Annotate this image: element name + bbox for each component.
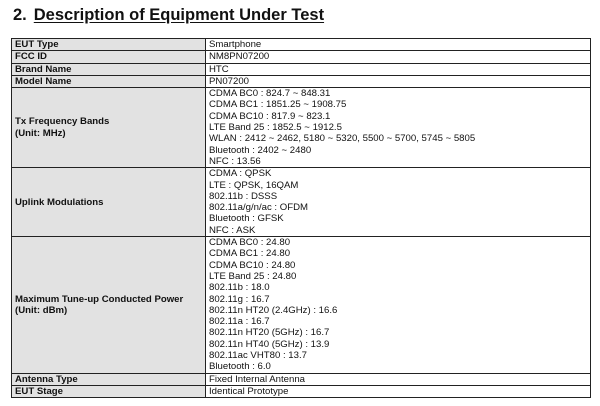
table-row-eut-stage — [12, 385, 591, 397]
row-label-line: Tx Frequency Bands — [15, 116, 110, 128]
row-value-line: NFC : 13.56 — [209, 155, 261, 167]
row-value-line: 802.11b : DSSS — [209, 190, 278, 202]
row-label — [12, 88, 206, 168]
row-value-line: WLAN : 2412 ~ 2462, 5180 ~ 5320, 5500 ~ 5700, 5745 ~ 5805 — [209, 133, 476, 145]
row-label — [12, 168, 206, 237]
row-label-line: (Unit: dBm) — [15, 304, 68, 316]
row-value-line: Bluetooth : GFSK — [209, 213, 284, 225]
row-value-line: LTE Band 25 : 24.80 — [209, 270, 297, 282]
row-label — [12, 51, 206, 63]
row-value — [206, 51, 591, 63]
row-label — [12, 63, 206, 75]
equipment-table-body — [12, 39, 591, 398]
table-row-fcc-id — [12, 51, 591, 63]
row-value-line: 802.11ac VHT80 : 13.7 — [209, 350, 307, 362]
row-value-line: CDMA BC10 : 24.80 — [209, 259, 296, 271]
section-number: 2. — [13, 6, 27, 24]
row-value — [206, 237, 591, 374]
row-value-line: CDMA BC0 : 24.80 — [209, 237, 291, 249]
row-value-line: 802.11b : 18.0 — [209, 282, 270, 294]
row-value — [206, 168, 591, 237]
row-value — [206, 39, 591, 51]
row-value-line: CDMA BC10 : 817.9 ~ 823.1 — [209, 110, 331, 122]
row-value-line: 802.11n HT20 (2.4GHz) : 16.6 — [209, 304, 338, 316]
row-value — [206, 88, 591, 168]
row-label — [12, 385, 206, 397]
row-value-line: Smartphone — [209, 39, 262, 50]
row-value — [206, 75, 591, 87]
row-value-line: CDMA BC1 : 1851.25 ~ 1908.75 — [209, 99, 347, 111]
row-label-line: Antenna Type — [15, 373, 78, 385]
row-label — [12, 237, 206, 374]
row-value-line: 802.11n HT40 (5GHz) : 13.9 — [209, 338, 330, 350]
row-value-line: 802.11n HT20 (5GHz) : 16.7 — [209, 327, 330, 339]
row-value-line: NFC : ASK — [209, 224, 256, 236]
row-value — [206, 385, 591, 397]
row-value-line: NM8PN07200 — [209, 51, 270, 63]
row-label-line: Brand Name — [15, 63, 72, 75]
row-value-line: LTE : QPSK, 16QAM — [209, 179, 299, 191]
row-label — [12, 75, 206, 87]
table-row-model-name — [12, 75, 591, 87]
row-label-line: (Unit: MHz) — [15, 127, 66, 139]
table-row-maximum-tune-up-conducted-power — [12, 237, 591, 374]
row-value-line: CDMA BC1 : 24.80 — [209, 248, 291, 260]
table-row-tx-frequency-bands — [12, 88, 591, 168]
row-value-line: Fixed Internal Antenna — [209, 373, 306, 385]
row-value — [206, 373, 591, 385]
row-value — [206, 63, 591, 75]
row-value-line: CDMA BC0 : 824.7 ~ 848.31 — [209, 88, 331, 100]
row-value-line: PN07200 — [209, 75, 250, 87]
table-row-eut-type — [12, 39, 591, 51]
row-label-line: EUT Stage — [15, 385, 63, 397]
row-value-line: Identical Prototype — [209, 385, 289, 397]
section-title: Description of Equipment Under Test — [33, 6, 325, 24]
row-label-line: Model Name — [15, 75, 72, 87]
table-row-uplink-modulations — [12, 168, 591, 237]
row-label-line: Maximum Tune-up Conducted Power — [15, 293, 184, 305]
table-row-antenna-type — [12, 373, 591, 385]
row-label-line: Uplink Modulations — [15, 196, 104, 208]
row-value-line: Bluetooth : 2402 ~ 2480 — [209, 144, 312, 156]
row-value-line: HTC — [209, 63, 229, 75]
row-label-line: FCC ID — [15, 51, 47, 63]
row-label — [12, 373, 206, 385]
row-label — [12, 39, 206, 51]
row-value-line: 802.11a : 16.7 — [209, 316, 270, 328]
section-heading — [13, 4, 324, 26]
row-value-line: Bluetooth : 6.0 — [209, 361, 271, 373]
row-label-line: EUT Type — [15, 39, 59, 50]
row-value-line: 802.11a/g/n/ac : OFDM — [209, 202, 309, 214]
row-value-line: CDMA : QPSK — [209, 168, 272, 180]
equipment-table — [11, 38, 591, 398]
table-row-brand-name — [12, 63, 591, 75]
row-value-line: 802.11g : 16.7 — [209, 293, 270, 305]
row-value-line: LTE Band 25 : 1852.5 ~ 1912.5 — [209, 122, 342, 134]
